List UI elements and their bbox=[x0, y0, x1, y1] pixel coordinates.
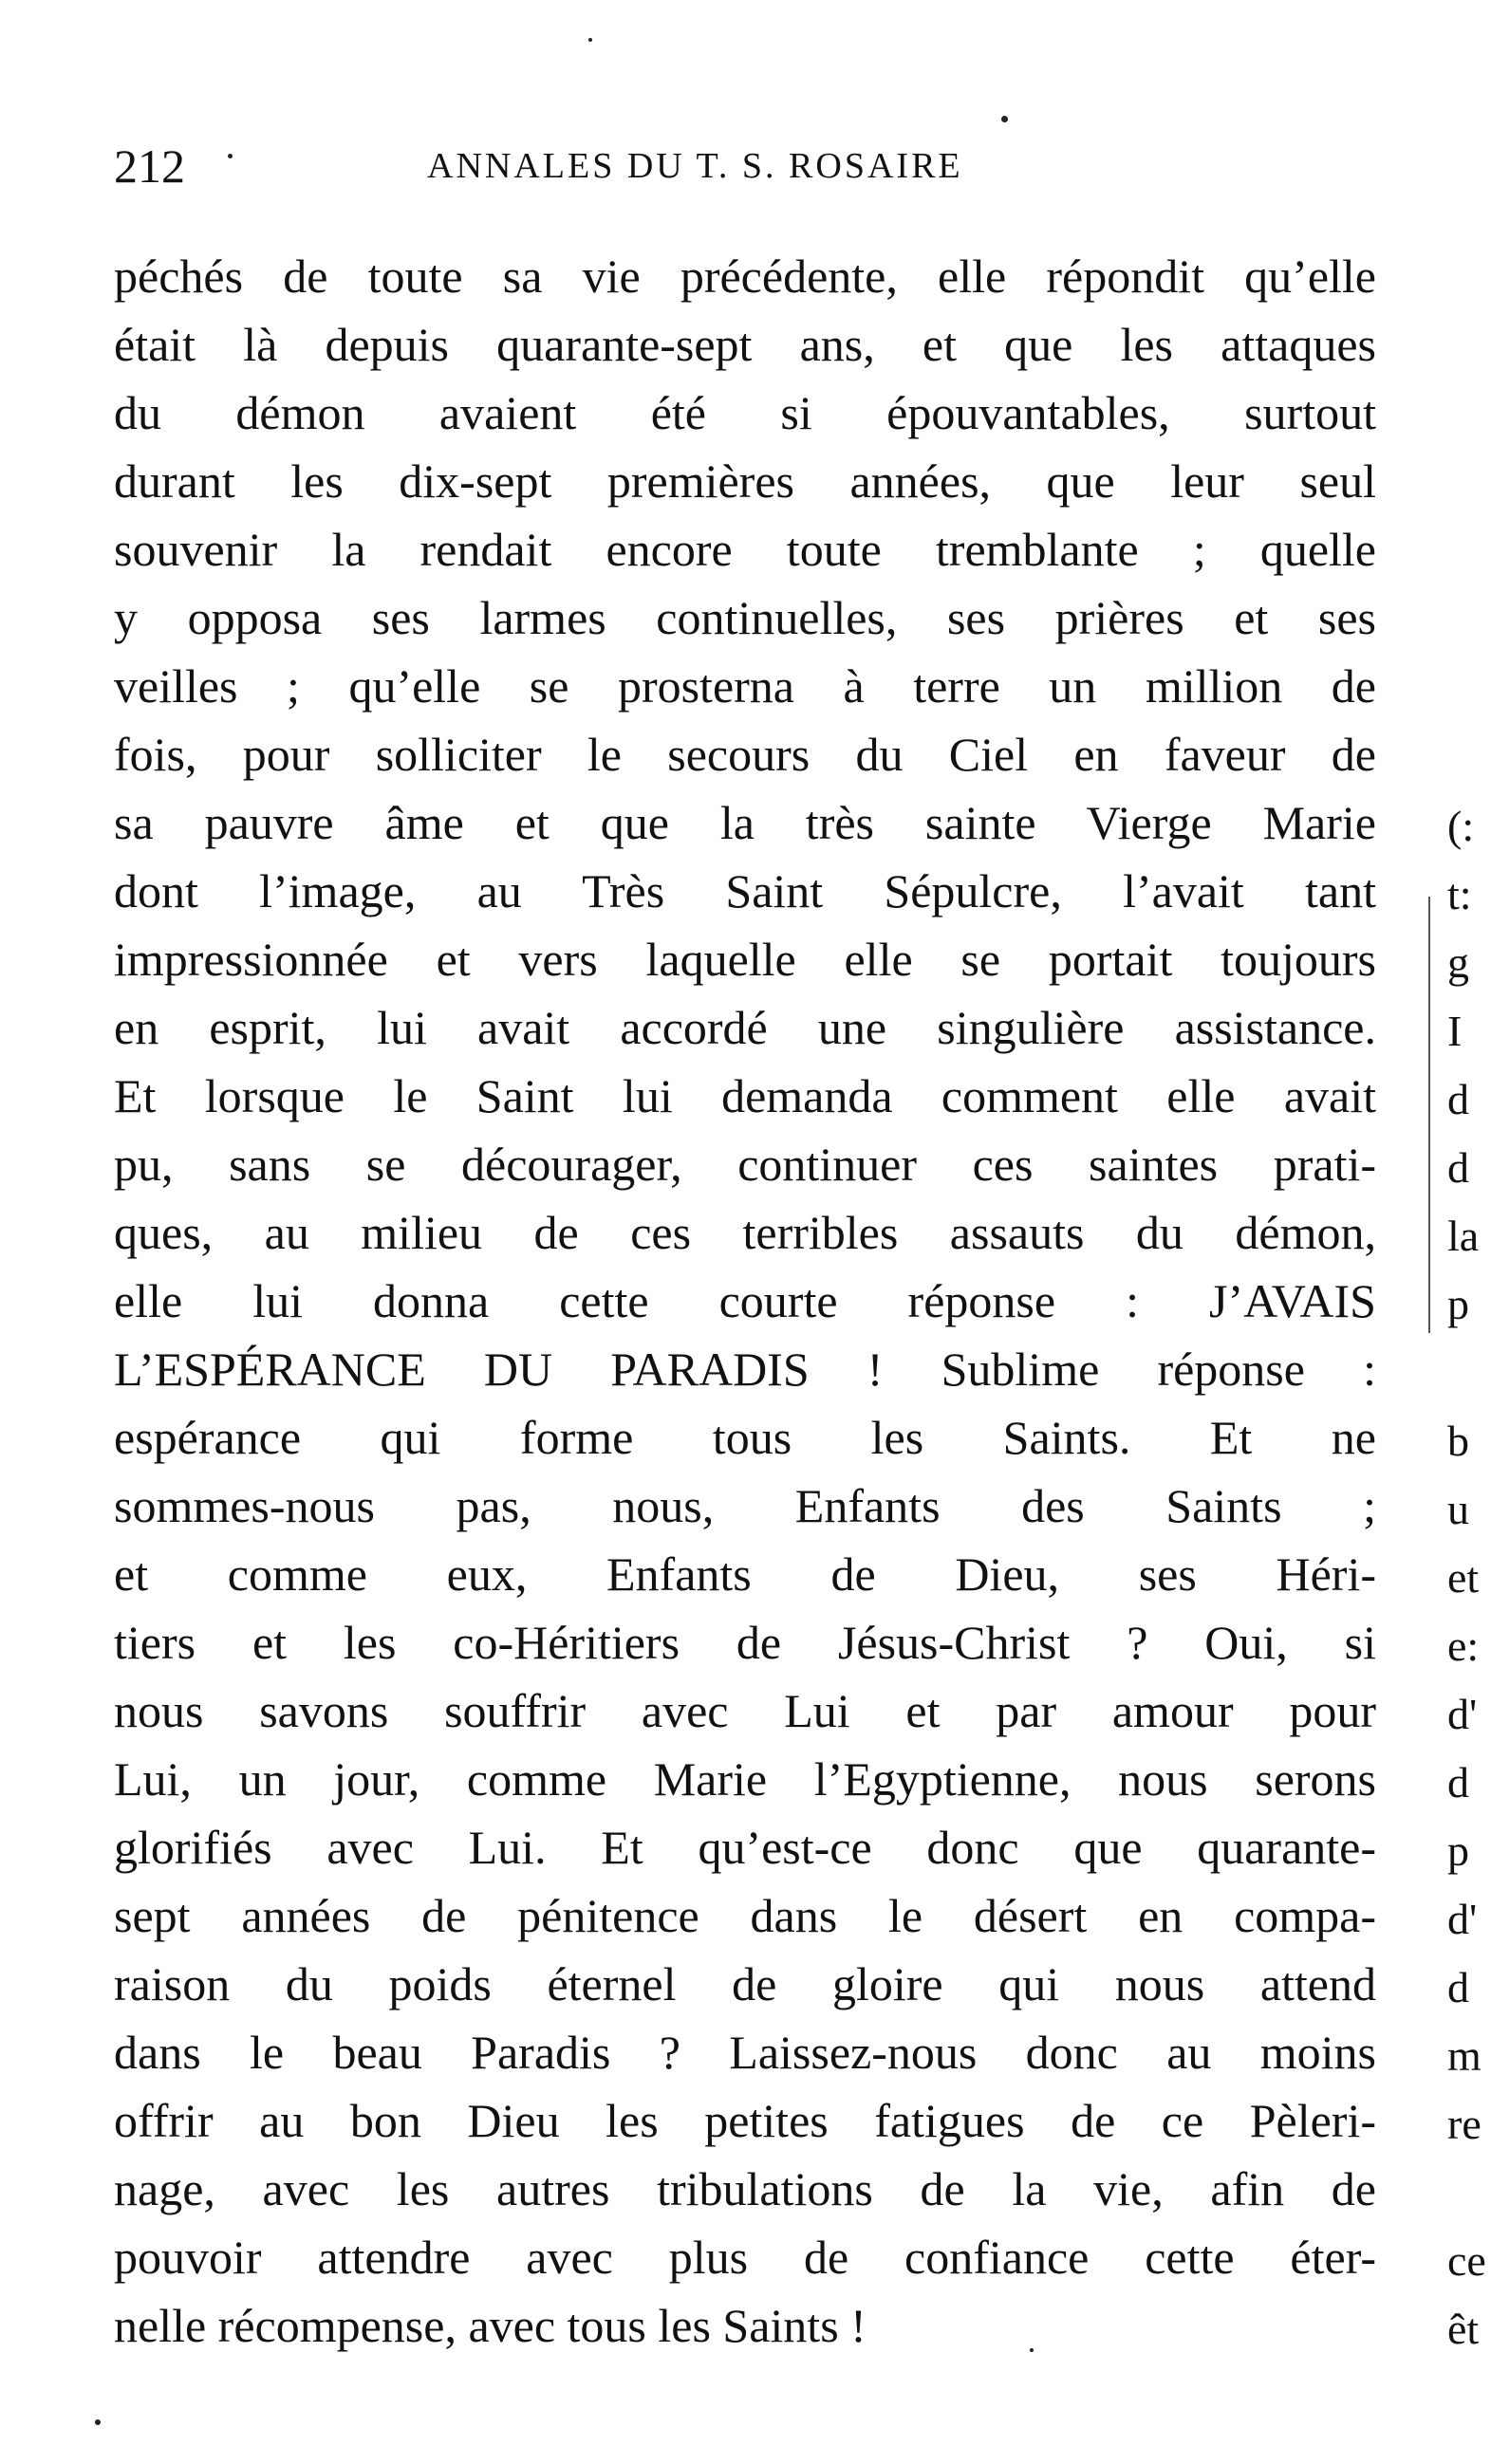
text-line: sa pauvre âme et que la très sainte Vierge Marie bbox=[114, 796, 1376, 849]
fragment-line: ce bbox=[1447, 2236, 1486, 2285]
text-line: pouvoir attendre avec plus de confiance cette éter- bbox=[114, 2231, 1376, 2284]
text-line: et comme eux, Enfants de Dieu, ses Héri- bbox=[114, 1547, 1376, 1601]
ink-speck bbox=[228, 154, 233, 158]
fragment-line: e: bbox=[1447, 1621, 1480, 1670]
fragment-line: re bbox=[1447, 2100, 1482, 2148]
text-line: veilles ; qu’elle se prosterna à terre un million de bbox=[114, 659, 1376, 713]
text-line: L’ESPÉRANCE DU PARADIS ! Sublime réponse : bbox=[114, 1343, 1376, 1396]
text-line: tiers et les co-Héritiers de Jésus-Christ ? Oui, si bbox=[114, 1616, 1376, 1669]
text-line: durant les dix-sept premières années, que leur seul bbox=[114, 454, 1376, 508]
text-line: du démon avaient été si épouvantables, surtout bbox=[114, 386, 1376, 439]
running-title: ANNALES DU T. S. ROSAIRE bbox=[427, 146, 963, 186]
text-line: espérance qui forme tous les Saints. Et ne bbox=[114, 1411, 1376, 1464]
ink-speck bbox=[1030, 2348, 1034, 2352]
text-line: péchés de toute sa vie précédente, elle répondit qu’elle bbox=[114, 250, 1376, 303]
fragment-line: b bbox=[1447, 1417, 1469, 1465]
text-line: souvenir la rendait encore toute tremblante ; quelle bbox=[114, 523, 1376, 576]
text-line: Et lorsque le Saint lui demanda comment elle avait bbox=[114, 1069, 1376, 1122]
text-line: sommes-nous pas, nous, Enfants des Saints ; bbox=[114, 1479, 1376, 1532]
fragment-line: t: bbox=[1447, 870, 1472, 918]
text-line: ques, au milieu de ces terribles assauts du démon, bbox=[114, 1206, 1376, 1259]
fragment-line: u bbox=[1447, 1485, 1469, 1533]
fragment-line bbox=[1447, 2158, 1491, 2227]
fragment-line: m bbox=[1447, 2031, 1482, 2080]
text-line: nous savons souffrir avec Lui et par amour pour bbox=[114, 1684, 1376, 1737]
text-line: pu, sans se décourager, continuer ces saintes prati- bbox=[114, 1138, 1376, 1191]
text-line: sept années de pénitence dans le désert en compa- bbox=[114, 1889, 1376, 1942]
text-line: y opposa ses larmes continuelles, ses prières et ses bbox=[114, 591, 1376, 644]
text-line: en esprit, lui avait accordé une singulière assistance. bbox=[114, 1001, 1376, 1054]
fragment-line: p bbox=[1447, 1826, 1469, 1875]
ink-speck bbox=[1001, 116, 1008, 122]
text-line: Lui, un jour, comme Marie l’Egyptienne, nous serons bbox=[114, 1752, 1376, 1806]
margin-rule bbox=[1428, 897, 1430, 1333]
ink-speck bbox=[588, 38, 592, 42]
body-text bbox=[114, 242, 1376, 2360]
fragment-line: g bbox=[1447, 938, 1469, 987]
ink-speck bbox=[95, 2419, 101, 2425]
text-line: était là depuis quarante-sept ans, et que les attaques bbox=[114, 318, 1376, 371]
text-line: fois, pour solliciter le secours du Ciel en faveur de bbox=[114, 728, 1376, 781]
fragment-line: et bbox=[1447, 1553, 1480, 1602]
text-line: nage, avec les autres tribulations de la vie, afin de bbox=[114, 2162, 1376, 2215]
fragment-line: d bbox=[1447, 1963, 1469, 2011]
fragment-line: (: bbox=[1447, 802, 1475, 850]
fragment-line: p bbox=[1447, 1280, 1469, 1328]
text-line: dont l’image, au Très Saint Sépulcre, l’avait tant bbox=[114, 864, 1376, 917]
text-line: elle lui donna cette courte réponse : J’AVAIS bbox=[114, 1274, 1376, 1327]
page-number: 212 bbox=[114, 139, 185, 193]
text-line: offrir au bon Dieu les petites fatigues de ce Pèleri- bbox=[114, 2094, 1376, 2147]
fragment-line: d bbox=[1447, 1075, 1469, 1123]
fragment-line: d' bbox=[1447, 1690, 1478, 1738]
text-line: nelle récompense, avec tous les Saints ! bbox=[114, 2299, 867, 2352]
fragment-line: la bbox=[1447, 1212, 1480, 1260]
fragment-line: êt bbox=[1447, 2305, 1480, 2353]
fragment-line: d bbox=[1447, 1143, 1469, 1192]
text-line: dans le beau Paradis ? Laissez-nous donc au moins bbox=[114, 2026, 1376, 2079]
text-line: raison du poids éternel de gloire qui nous attend bbox=[114, 1957, 1376, 2010]
fragment-line: d' bbox=[1447, 1895, 1478, 1943]
text-line: impressionnée et vers laquelle elle se portait toujours bbox=[114, 933, 1376, 986]
page-header bbox=[114, 133, 1376, 199]
adjacent-page-fragments bbox=[1447, 792, 1491, 2363]
fragment-line bbox=[1447, 1339, 1491, 1407]
text-line: glorifiés avec Lui. Et qu’est-ce donc que quarante- bbox=[114, 1821, 1376, 1874]
fragment-line: d bbox=[1447, 1758, 1469, 1806]
fragment-line: I bbox=[1447, 1007, 1463, 1055]
